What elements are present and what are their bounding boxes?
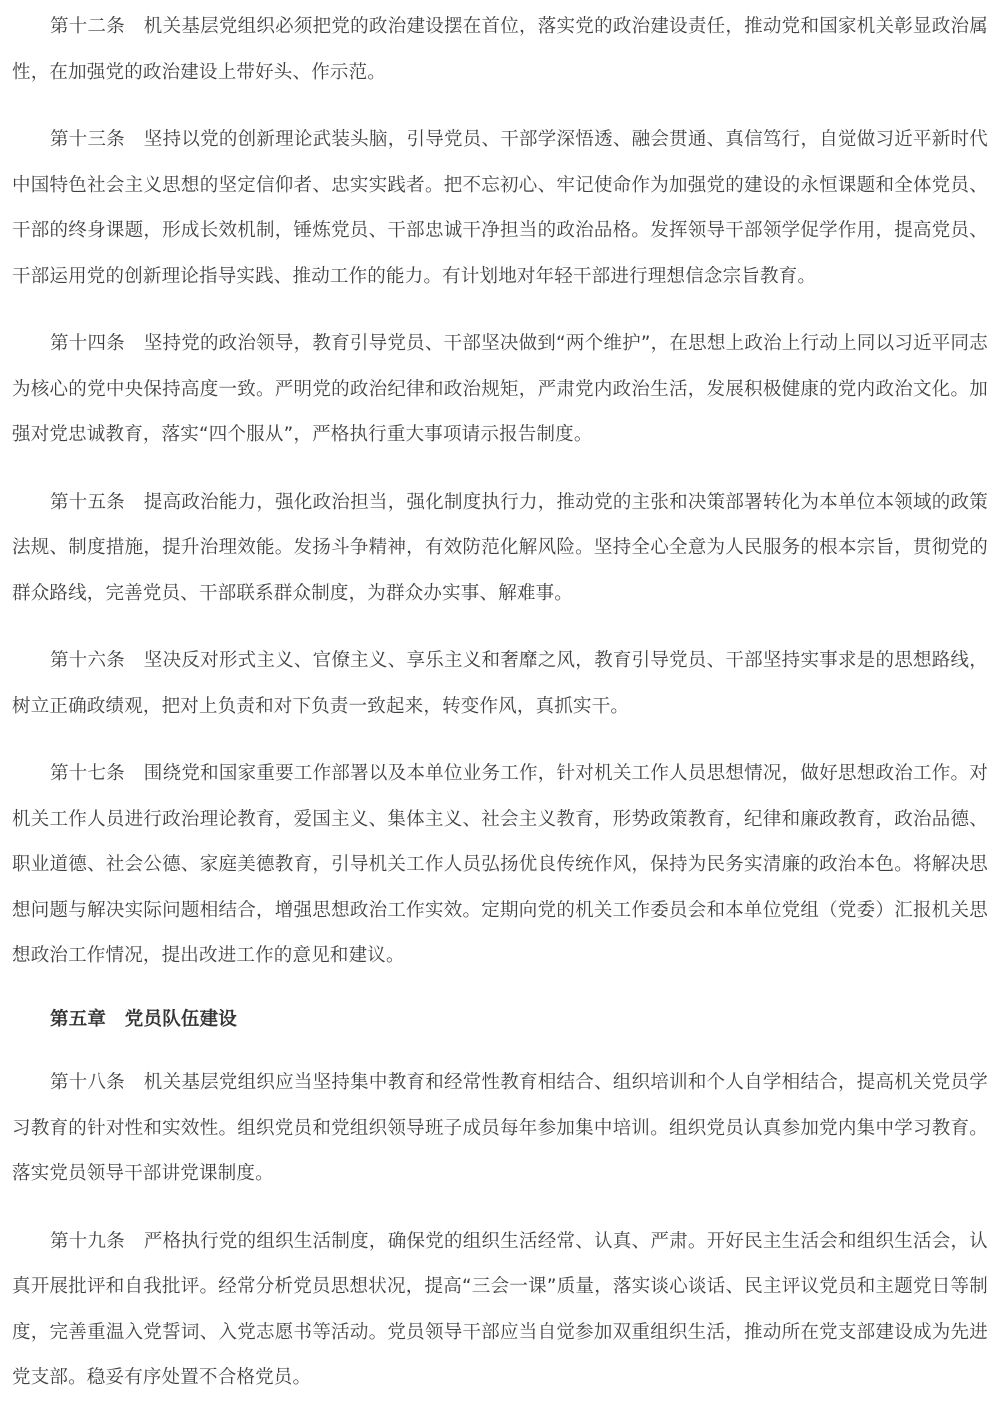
article-17: 第十七条 围绕党和国家重要工作部署以及本单位业务工作，针对机关工作人员思想情况，做好思想政治工作。对机关工作人员进行政治理论教育，爱国主义、集体主义、社会主义教育，形势政策教育，纪律和廉政教育，政治品德、职业道德、社会公德、家庭美德教育，引导机关工作人员弘扬优良传统作风，保持为民务实清廉的政治本色。将解决思想问题与解决实际问题相结合，增强思想政治工作实效。定期向党的机关工作委员会和本单位党组（党委）汇报机关思想政治工作情况，提出改进工作的意见和建议。	[12, 763, 988, 966]
article-13: 第十三条 坚持以党的创新理论武装头脑，引导党员、干部学深悟透、融会贯通、真信笃行，自觉做习近平新时代中国特色社会主义思想的坚定信仰者、忠实实践者。把不忘初心、牢记使命作为加强党的建设的永恒课题和全体党员、干部的终身课题，形成长效机制，锤炼党员、干部忠诚干净担当的政治品格。发挥领导干部领学促学作用，提高党员、干部运用党的创新理论指导实践、推动工作的能力。有计划地对年轻干部进行理想信念宗旨教育。	[12, 129, 988, 287]
article-19: 第十九条 严格执行党的组织生活制度，确保党的组织生活经常、认真、严肃。开好民主生活会和组织生活会，认真开展批评和自我批评。经常分析党员思想状况，提高“三会一课”质量，落实谈心谈话、民主评议党员和主题党日等制度，完善重温入党誓词、入党志愿书等活动。党员领导干部应当自觉参加双重组织生活，推动所在党支部建设成为先进党支部。稳妥有序处置不合格党员。	[12, 1230, 988, 1388]
article-12: 第十二条 机关基层党组织必须把党的政治建设摆在首位，落实党的政治建设责任，推动党和国家机关彰显政治属性，在加强党的政治建设上带好头、作示范。	[12, 16, 988, 83]
article-18: 第十八条 机关基层党组织应当坚持集中教育和经常性教育相结合、组织培训和个人自学相结合，提高机关党员学习教育的针对性和实效性。组织党员和党组织领导班子成员每年参加集中培训。组织党员认真参加党内集中学习教育。落实党员领导干部讲党课制度。	[12, 1072, 988, 1184]
article-14: 第十四条 坚持党的政治领导，教育引导党员、干部坚决做到“两个维护”，在思想上政治上行动上同以习近平同志为核心的党中央保持高度一致。严明党的政治纪律和政治规矩，严肃党内政治生活，发展积极健康的党内政治文化。加强对党忠诚教育，落实“四个服从”，严格执行重大事项请示报告制度。	[12, 333, 988, 445]
article-15: 第十五条 提高政治能力，强化政治担当，强化制度执行力，推动党的主张和决策部署转化为本单位本领域的政策法规、制度措施，提升治理效能。发扬斗争精神，有效防范化解风险。坚持全心全意为人民服务的根本宗旨，贯彻党的群众路线，完善党员、干部联系群众制度，为群众办实事、解难事。	[12, 491, 988, 604]
chapter-heading: 第五章 党员队伍建设	[50, 1008, 238, 1030]
article-16: 第十六条 坚决反对形式主义、官僚主义、享乐主义和奢靡之风，教育引导党员、干部坚持实事求是的思想路线，树立正确政绩观，把对上负责和对下负责一致起来，转变作风，真抓实干。	[12, 650, 988, 717]
